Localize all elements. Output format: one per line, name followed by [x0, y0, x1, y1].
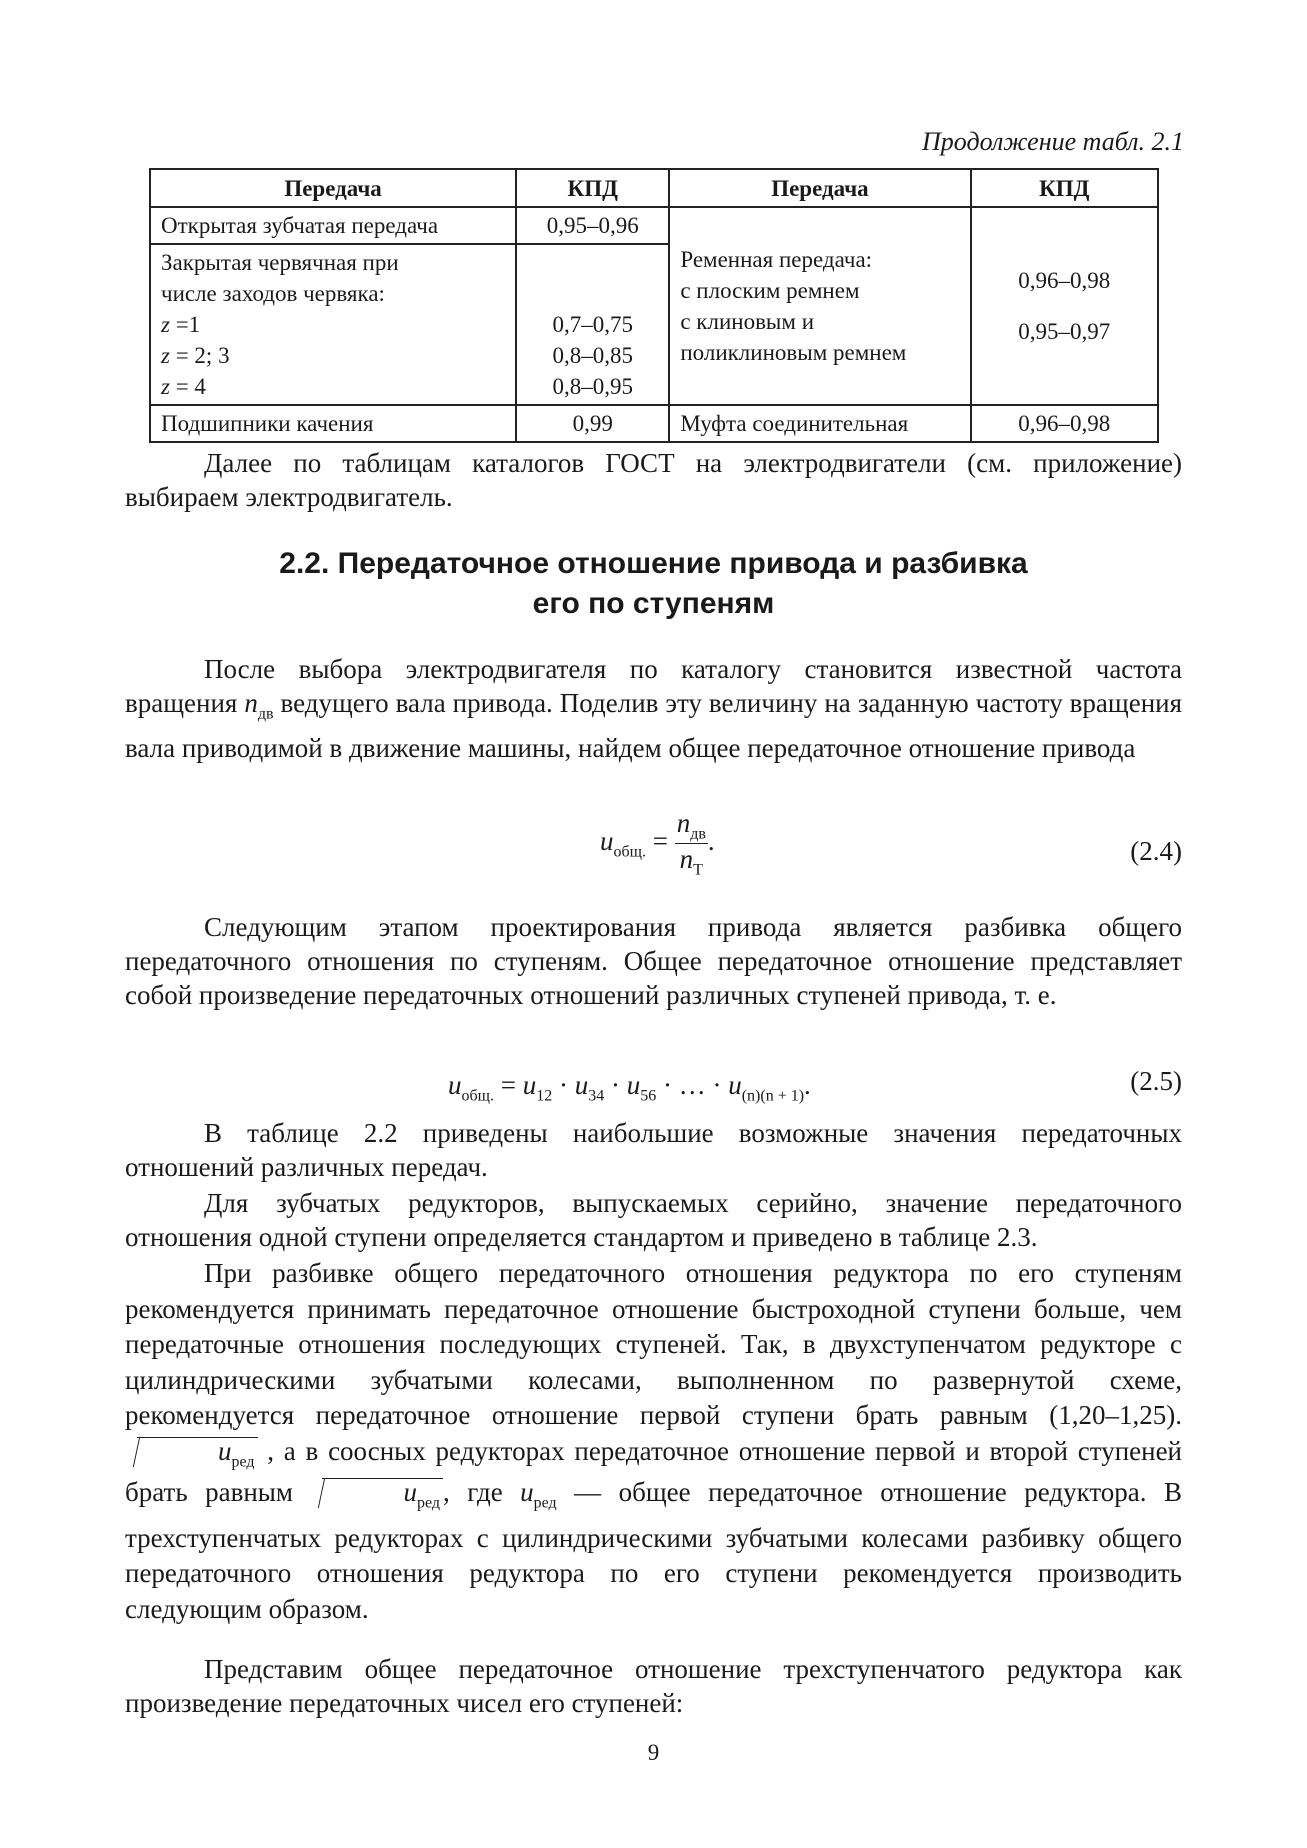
cell-open-gear: Открытая зубчатая передача — [150, 207, 516, 244]
cell-belt-values — [971, 207, 1158, 405]
table-row — [150, 405, 1158, 442]
worm-value: 0,8–0,85 — [552, 343, 633, 368]
cell-worm-gear — [150, 244, 516, 405]
belt-line: с плоским ремнем — [680, 278, 860, 303]
paragraph: Представим общее передаточное отношение трехступенчатого редуктора как произведение передаточных чисел его ступеней: — [125, 1654, 1182, 1718]
worm-line: Закрытая червячная при — [161, 250, 399, 275]
table-row — [150, 207, 1158, 244]
cell-bearings-value: 0,99 — [516, 405, 669, 442]
paragraph: При разбивке общего передаточного отношения редуктора по его ступеням рекомендуется принимать передаточное отношение быстроходной ступени больше, чем передаточные отношения последующих ступеней. Так, в двухступенчатом редукторе с цилиндрическими зубчатыми колесами, выполненном по развернутой схеме, рекомендуется передаточное отношение первой ступени брать равным (1,20–1,25). $u_{ред}$ , а в соосных редукторах передаточное отношение первой и второй ступеней брать равным $u_{ред}$ , где $u_{ред}$ — общее передаточное отношение редуктора. В трехступенчатых редукторах с цилиндрическими зубчатыми колесами разбивку общего передаточного отношения редуктора по его ступени рекомендуется производить следующим образом. — [125, 1258, 1183, 1624]
worm-line: числе заходов червяка: — [161, 281, 385, 306]
belt-value: 0,96–0,98 — [1018, 268, 1111, 293]
table-continuation-label: Продолжение табл. 2.1 — [922, 127, 1184, 156]
sqrt-expression: $u_{ред}$ — [322, 1478, 443, 1516]
cell-belt — [669, 207, 970, 405]
cell-worm-values — [516, 244, 669, 405]
worm-value: 0,8–0,95 — [552, 374, 633, 399]
cell-open-gear-value: 0,95–0,96 — [516, 207, 669, 244]
belt-line: поликлиновым ремнем — [680, 340, 907, 365]
cell-coupling: Муфта соединительная — [669, 405, 970, 442]
z-row: z = 4 — [161, 374, 206, 399]
paragraph: В таблице 2.2 приведены наибольшие возможные значения передаточных отношений различных передач. — [125, 1118, 1182, 1182]
paragraph: Далее по таблицам каталогов ГОСТ на электродвигатели (см. приложение) выбираем электродвигатель. — [125, 448, 1182, 512]
belt-value: 0,95–0,97 — [1018, 319, 1111, 344]
efficiency-table — [149, 168, 1159, 443]
header-transmission: Передача — [150, 169, 516, 207]
header-efficiency-2: КПД — [971, 169, 1158, 207]
cell-bearings: Подшипники качения — [150, 405, 516, 442]
section-heading: 2.2. Передаточное отношение привода и разбивка его по ступеням — [279, 547, 1028, 620]
belt-line: с клиновым и — [680, 309, 814, 334]
formula-2-4: $u_{общ.}$ = $\frac{n_{дв}}{n_Т}$ . — [600, 808, 715, 879]
paragraph: После выбора электродвигателя по каталогу становится известной частота вращения $n_{дв}$ ведущего вала привода. Поделив эту величину на заданную частоту вращения вала приводимой в движение машины, найдем общее передаточное отношение привода — [125, 654, 1183, 764]
formula-2-5: $u_{общ.} = u_{12} \cdot u_{34} \cdot u_{56}$ · … · $u_{(n)(n + 1)}$. — [448, 1070, 811, 1105]
paragraph: Для зубчатых редукторов, выпускаемых серийно, значение передаточного отношения одной ступени определяется стандартом и приведено в таблице 2.3. — [125, 1188, 1182, 1252]
header-efficiency: КПД — [516, 169, 669, 207]
z-row: z = 2; 3 — [161, 343, 230, 368]
equation-number: (2.5) — [1130, 1066, 1182, 1096]
belt-line: Ременная передача: — [680, 247, 873, 272]
sqrt-expression: $u_{ред}$ — [137, 1437, 258, 1475]
cell-coupling-value: 0,96–0,98 — [971, 405, 1158, 442]
worm-value: 0,7–0,75 — [552, 312, 633, 337]
paragraph: Следующим этапом проектирования привода является разбивка общего передаточного отношения по ступеням. Общее передаточное отношение представляет собой произведение передаточных отношений различных ступеней привода, т. е. — [125, 912, 1182, 1010]
z-row: z =1 — [161, 312, 201, 337]
table-header-row — [150, 169, 1158, 207]
page-number: 9 — [647, 1740, 660, 1765]
fraction: $\frac{n_{дв}}{n_Т}$ — [676, 808, 706, 879]
header-transmission-2: Передача — [669, 169, 970, 207]
equation-number: (2.4) — [1130, 836, 1182, 866]
